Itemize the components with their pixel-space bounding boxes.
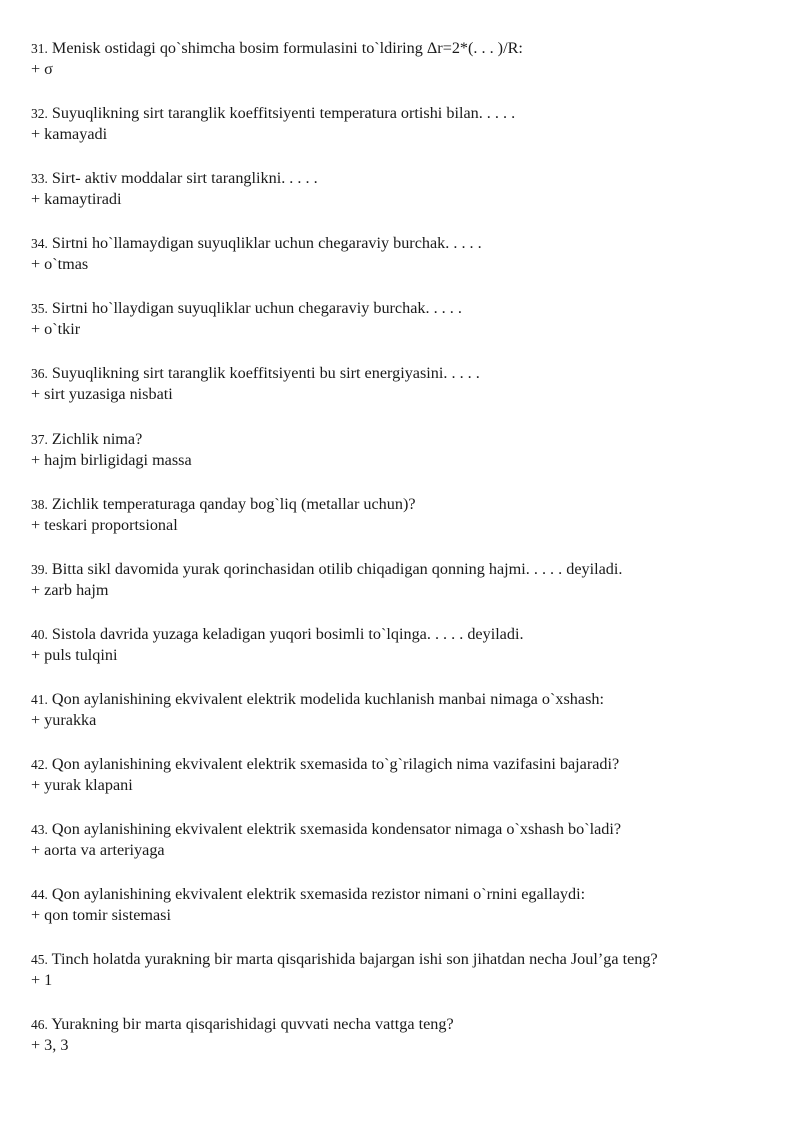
question-number: 41. bbox=[31, 691, 48, 707]
question-text bbox=[31, 1014, 781, 1035]
qa-item-40 bbox=[31, 624, 781, 689]
answer-text: + sirt yuzasiga nisbati bbox=[31, 385, 173, 404]
answer-text: + yurak klapani bbox=[31, 776, 133, 795]
question-text bbox=[31, 884, 781, 905]
question-body: Tinch holatda yurakning bir marta qisqarishida bajargan ishi son jihatdan necha Joul’ga teng? bbox=[51, 950, 658, 969]
question-text bbox=[31, 754, 781, 775]
question-body: Bitta sikl davomida yurak qorinchasidan otilib chiqadigan qonning hajmi. . . . . deyiladi. bbox=[51, 559, 623, 578]
question-number: 35. bbox=[31, 301, 48, 317]
question-text bbox=[31, 168, 781, 189]
question-text bbox=[31, 819, 781, 840]
answer-text: + teskari proportsional bbox=[31, 515, 178, 534]
question-number: 37. bbox=[31, 431, 48, 447]
question-body: Sirtni ho`llaydigan suyuqliklar uchun chegaraviy burchak. . . . . bbox=[51, 299, 462, 318]
question-number: 40. bbox=[31, 626, 48, 642]
qa-item-46 bbox=[31, 1014, 781, 1079]
question-body: Qon aylanishining ekvivalent elektrik sxemasida rezistor nimani o`rnini egallaydi: bbox=[51, 885, 586, 904]
qa-item-38 bbox=[31, 494, 781, 559]
question-body: Qon aylanishining ekvivalent elektrik sxemasida to`g`rilagich nima vazifasini bajaradi? bbox=[51, 755, 620, 774]
question-text bbox=[31, 689, 781, 710]
qa-item-34 bbox=[31, 233, 781, 298]
question-number: 32. bbox=[31, 106, 48, 122]
question-number: 39. bbox=[31, 561, 48, 577]
answer-text: + yurakka bbox=[31, 710, 97, 729]
question-text bbox=[31, 494, 781, 515]
question-number: 36. bbox=[31, 366, 48, 382]
question-text bbox=[31, 103, 781, 124]
question-body: Qon aylanishining ekvivalent elektrik modelida kuchlanish manbai nimaga o`xshash: bbox=[51, 689, 604, 708]
question-text bbox=[31, 624, 781, 645]
question-body: Yurakning bir marta qisqarishidagi quvvati necha vattga teng? bbox=[51, 1015, 454, 1034]
answer-text: + o`tkir bbox=[31, 320, 81, 339]
question-body: Zichlik nima? bbox=[51, 429, 143, 448]
question-number: 46. bbox=[31, 1017, 48, 1033]
question-body: Qon aylanishining ekvivalent elektrik sxemasida kondensator nimaga o`xshash bo`ladi? bbox=[51, 820, 622, 839]
answer-text: + kamayadi bbox=[31, 125, 108, 144]
qa-item-45 bbox=[31, 949, 781, 1014]
answer-text: + σ bbox=[31, 60, 53, 78]
qa-item-42 bbox=[31, 754, 781, 819]
question-number: 45. bbox=[31, 952, 48, 968]
question-body: Sirtni ho`llamaydigan suyuqliklar uchun chegaraviy burchak. . . . . bbox=[51, 234, 482, 253]
answer-text: + 3, 3 bbox=[31, 1036, 69, 1055]
qa-item-44 bbox=[31, 884, 781, 949]
question-text bbox=[31, 298, 781, 319]
question-body: Suyuqlikning sirt taranglik koeffitsiyenti bu sirt energiyasini. . . . . bbox=[51, 364, 480, 383]
qa-item-37 bbox=[31, 429, 781, 494]
qa-item-32 bbox=[31, 103, 781, 168]
question-text bbox=[31, 429, 781, 450]
qa-item-36 bbox=[31, 363, 781, 428]
question-number: 31. bbox=[31, 41, 48, 56]
answer-text: + o`tmas bbox=[31, 255, 89, 274]
answer-text: + 1 bbox=[31, 971, 53, 990]
question-text bbox=[31, 38, 781, 59]
qa-item-39 bbox=[31, 559, 781, 624]
answer-text: + qon tomir sistemasi bbox=[31, 906, 171, 925]
answer-text: + zarb hajm bbox=[31, 580, 109, 599]
answer-text: + puls tulqini bbox=[31, 645, 118, 664]
qa-item-41 bbox=[31, 689, 781, 754]
question-text bbox=[31, 559, 781, 580]
question-body: Sirt- aktiv moddalar sirt taranglikni. . . . . bbox=[51, 169, 318, 188]
answer-text: + kamaytiradi bbox=[31, 190, 122, 209]
question-number: 44. bbox=[31, 887, 48, 903]
question-number: 33. bbox=[31, 171, 48, 187]
question-text bbox=[31, 233, 781, 254]
question-text bbox=[31, 949, 781, 970]
qa-item-31 bbox=[31, 38, 781, 103]
question-number: 42. bbox=[31, 757, 48, 773]
question-body: Zichlik temperaturaga qanday bog`liq (metallar uchun)? bbox=[51, 494, 416, 513]
qa-item-43 bbox=[31, 819, 781, 884]
answer-text: + aorta va arteriyaga bbox=[31, 841, 165, 860]
document-page bbox=[31, 38, 781, 1080]
question-text bbox=[31, 363, 781, 384]
qa-item-35 bbox=[31, 298, 781, 363]
question-number: 43. bbox=[31, 822, 48, 838]
qa-item-33 bbox=[31, 168, 781, 233]
question-number: 38. bbox=[31, 496, 48, 512]
question-number: 34. bbox=[31, 236, 48, 252]
question-body: Suyuqlikning sirt taranglik koeffitsiyenti temperatura ortishi bilan. . . . . bbox=[51, 104, 516, 123]
question-body: Sistola davrida yuzaga keladigan yuqori bosimli to`lqinga. . . . . deyiladi. bbox=[51, 624, 524, 643]
question-body: Menisk ostidagi qo`shimcha bosim formulasini to`ldiring Δr=2*(. . . )/R: bbox=[51, 39, 523, 57]
answer-text: + hajm birligidagi massa bbox=[31, 450, 192, 469]
